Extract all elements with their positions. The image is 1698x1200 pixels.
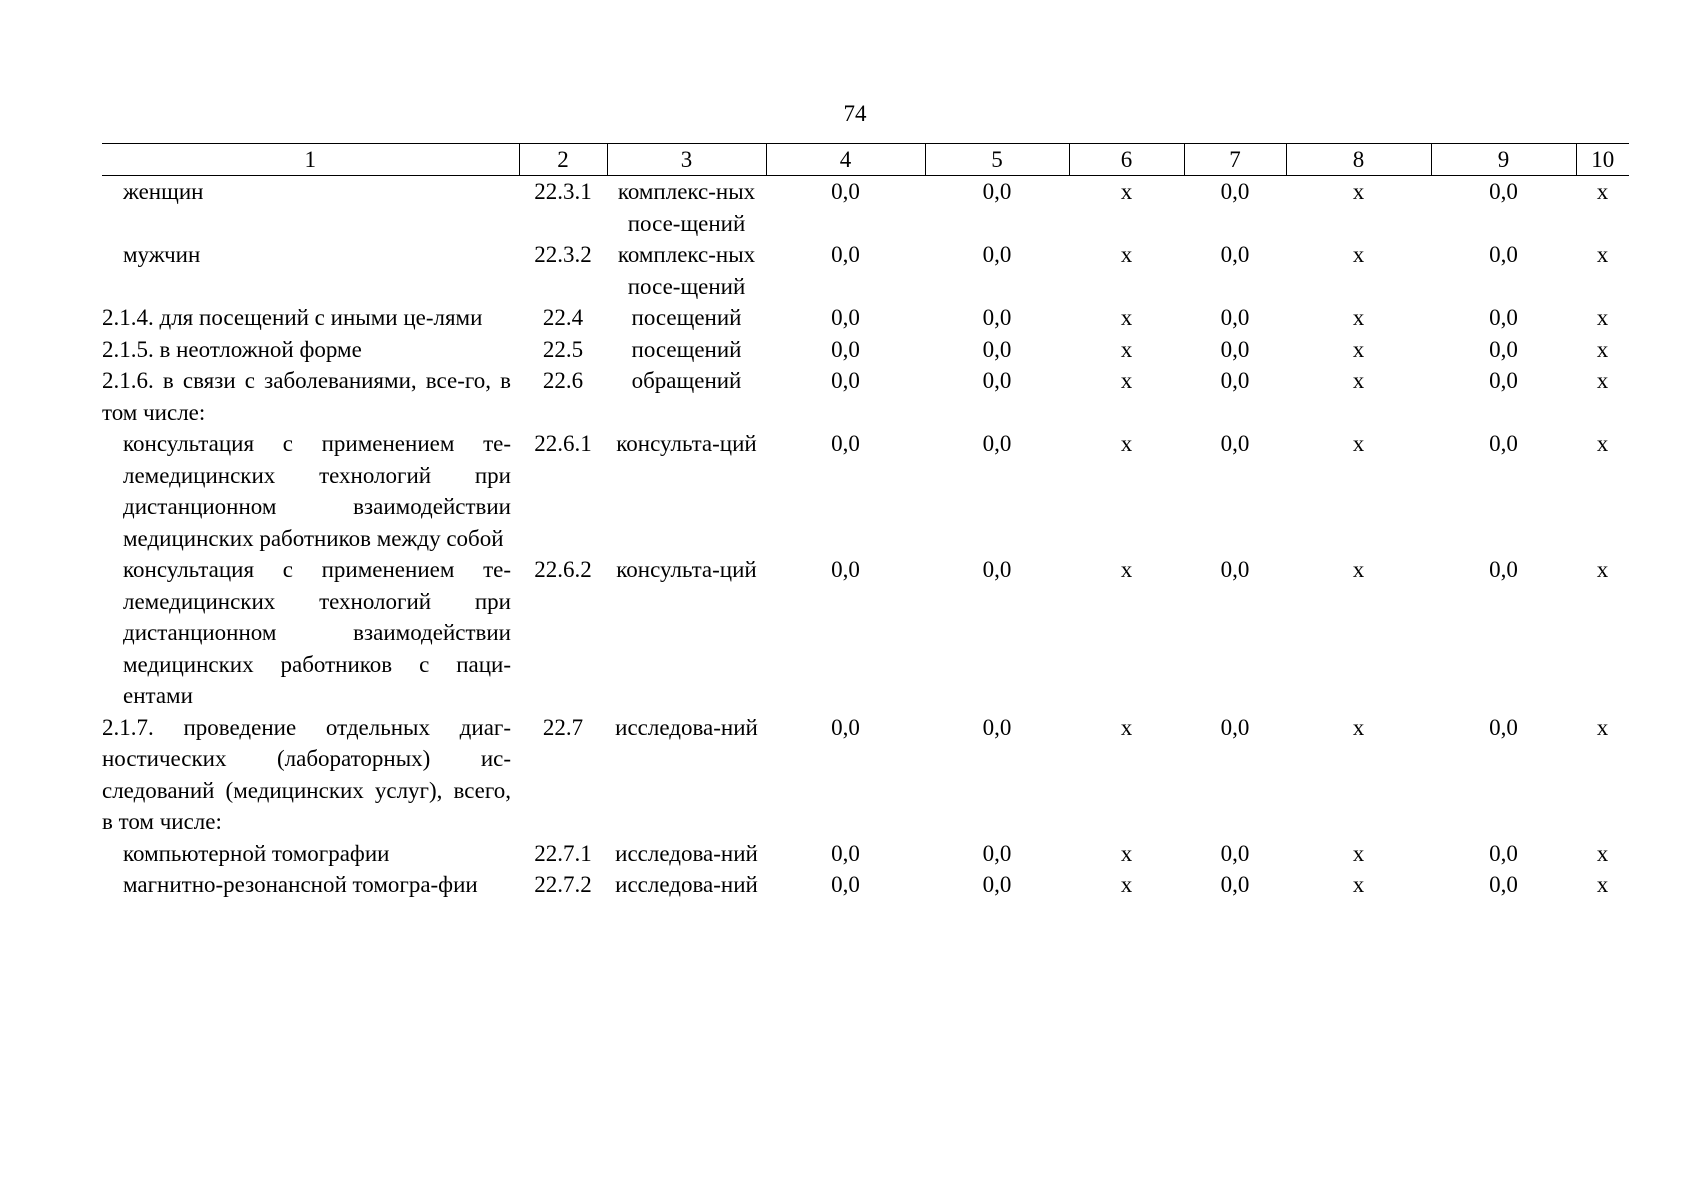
table-row bbox=[102, 428, 1629, 554]
row-col6-value: х bbox=[1120, 336, 1133, 362]
row-col5-value: 0,0 bbox=[982, 431, 1012, 456]
column-header-1: 1 bbox=[102, 144, 519, 176]
row-col10-value: х bbox=[1596, 431, 1609, 456]
row-col10-value: х bbox=[1596, 305, 1609, 330]
column-header-2: 2 bbox=[519, 144, 607, 176]
row-name: 2.1.7. проведение отдельных диаг-ностических (лабораторных) ис-следований (медицинских услуг), всего, в том числе: bbox=[102, 714, 511, 834]
row-col10-value: х bbox=[1596, 336, 1609, 362]
row-col4-value: 0,0 bbox=[831, 368, 860, 393]
row-col4-value: 0,0 bbox=[831, 714, 860, 740]
row-unit: комплекс-ных посе-щений bbox=[617, 242, 756, 299]
column-header-4: 4 bbox=[766, 144, 925, 176]
row-col6-value: х bbox=[1120, 840, 1133, 866]
row-col10-value: х bbox=[1596, 872, 1609, 897]
row-code: 22.4 bbox=[542, 305, 584, 330]
row-col7-value: 0,0 bbox=[1220, 336, 1250, 362]
row-col9-value: 0,0 bbox=[1489, 431, 1518, 456]
row-unit: исследова-ний bbox=[615, 872, 758, 897]
column-header-6: 6 bbox=[1069, 144, 1184, 176]
row-col7-value: 0,0 bbox=[1220, 872, 1250, 897]
row-code: 22.7.1 bbox=[534, 840, 592, 866]
row-col6-value: х bbox=[1120, 714, 1133, 740]
row-code: 22.6 bbox=[542, 368, 584, 393]
row-code: 22.7.2 bbox=[534, 872, 592, 897]
column-header-3: 3 bbox=[607, 144, 766, 176]
row-col10-value: х bbox=[1596, 242, 1609, 267]
row-name: компьютерной томографии bbox=[123, 840, 390, 866]
row-col5-value: 0,0 bbox=[982, 242, 1012, 267]
row-col8-value: х bbox=[1352, 557, 1365, 582]
row-col10-value: х bbox=[1596, 714, 1609, 740]
column-number-row bbox=[102, 144, 1629, 176]
row-col5-value: 0,0 bbox=[982, 305, 1012, 330]
table-row bbox=[102, 712, 1629, 838]
column-header-8: 8 bbox=[1286, 144, 1431, 176]
row-col5-value: 0,0 bbox=[982, 557, 1012, 582]
row-unit: комплекс-ных посе-щений bbox=[617, 179, 756, 236]
row-col5-value: 0,0 bbox=[982, 714, 1012, 740]
row-unit: консульта-ций bbox=[616, 557, 757, 582]
row-unit: посещений bbox=[631, 336, 742, 362]
row-name: консультация с применением те-лемедицинских технологий при дистанционном взаимодействии медицинских работников с паци-ентами bbox=[123, 557, 511, 708]
row-col4-value: 0,0 bbox=[831, 242, 860, 267]
row-code: 22.6.2 bbox=[534, 557, 592, 582]
data-table bbox=[102, 143, 1629, 901]
row-col6-value: х bbox=[1120, 557, 1133, 582]
table-row bbox=[102, 869, 1629, 901]
row-col7-value: 0,0 bbox=[1220, 557, 1250, 582]
row-unit: исследова-ний bbox=[615, 840, 758, 866]
row-col7-value: 0,0 bbox=[1220, 714, 1250, 740]
row-col4-value: 0,0 bbox=[831, 179, 860, 204]
row-col9-value: 0,0 bbox=[1489, 840, 1518, 866]
row-name: 2.1.5. в неотложной форме bbox=[102, 336, 362, 362]
row-code: 22.7 bbox=[542, 714, 584, 740]
row-col8-value: х bbox=[1352, 179, 1365, 204]
column-header-9: 9 bbox=[1431, 144, 1576, 176]
row-col7-value: 0,0 bbox=[1220, 840, 1250, 866]
row-col8-value: х bbox=[1352, 714, 1365, 740]
row-unit: консульта-ций bbox=[616, 431, 757, 456]
row-col7-value: 0,0 bbox=[1220, 305, 1250, 330]
row-col9-value: 0,0 bbox=[1489, 557, 1518, 582]
row-col7-value: 0,0 bbox=[1220, 368, 1250, 393]
row-col8-value: х bbox=[1352, 242, 1365, 267]
table-row bbox=[102, 838, 1629, 870]
column-header-10: 10 bbox=[1576, 144, 1629, 176]
row-name: 2.1.4. для посещений с иными це-лями bbox=[102, 305, 483, 330]
row-col6-value: х bbox=[1120, 872, 1133, 897]
row-name: магнитно-резонансной томогра-фии bbox=[123, 872, 478, 897]
row-col10-value: х bbox=[1596, 368, 1609, 393]
row-col6-value: х bbox=[1120, 242, 1133, 267]
row-col8-value: х bbox=[1352, 336, 1365, 362]
row-code: 22.3.2 bbox=[534, 242, 592, 267]
row-col6-value: х bbox=[1120, 305, 1133, 330]
row-col7-value: 0,0 bbox=[1220, 431, 1250, 456]
row-col7-value: 0,0 bbox=[1220, 242, 1250, 267]
column-header-5: 5 bbox=[925, 144, 1069, 176]
row-col4-value: 0,0 bbox=[831, 557, 860, 582]
row-col10-value: х bbox=[1596, 179, 1609, 204]
row-col10-value: х bbox=[1596, 840, 1609, 866]
row-col9-value: 0,0 bbox=[1489, 305, 1518, 330]
table-body bbox=[102, 176, 1629, 901]
row-col8-value: х bbox=[1352, 431, 1365, 456]
row-col8-value: х bbox=[1352, 368, 1365, 393]
table-row bbox=[102, 302, 1629, 334]
row-col9-value: 0,0 bbox=[1489, 714, 1518, 740]
column-header-7: 7 bbox=[1184, 144, 1286, 176]
row-col6-value: х bbox=[1120, 179, 1133, 204]
row-col9-value: 0,0 bbox=[1489, 872, 1518, 897]
row-col9-value: 0,0 bbox=[1489, 242, 1518, 267]
row-col7-value: 0,0 bbox=[1220, 179, 1250, 204]
row-unit: исследова-ний bbox=[615, 714, 758, 740]
row-col9-value: 0,0 bbox=[1489, 368, 1518, 393]
row-col6-value: х bbox=[1120, 368, 1133, 393]
row-col9-value: 0,0 bbox=[1489, 179, 1518, 204]
table-row bbox=[102, 239, 1629, 302]
row-col8-value: х bbox=[1352, 840, 1365, 866]
row-col4-value: 0,0 bbox=[831, 872, 860, 897]
row-name: женщин bbox=[123, 179, 204, 204]
row-name: консультация с применением те-лемедицинских технологий при дистанционном взаимодействии медицинских работников между собой bbox=[123, 431, 511, 551]
table-row bbox=[102, 554, 1629, 712]
row-col9-value: 0,0 bbox=[1489, 336, 1518, 362]
row-code: 22.6.1 bbox=[534, 431, 592, 456]
row-name: мужчин bbox=[123, 242, 201, 267]
row-code: 22.5 bbox=[542, 336, 584, 362]
table-row bbox=[102, 176, 1629, 240]
row-name: 2.1.6. в связи с заболеваниями, все-го, в том числе: bbox=[102, 368, 511, 425]
row-unit: обращений bbox=[631, 368, 742, 393]
row-col4-value: 0,0 bbox=[831, 431, 860, 456]
row-code: 22.3.1 bbox=[534, 179, 592, 204]
row-col8-value: х bbox=[1352, 872, 1365, 897]
table-row bbox=[102, 365, 1629, 428]
row-col5-value: 0,0 bbox=[982, 840, 1012, 866]
row-col5-value: 0,0 bbox=[982, 368, 1012, 393]
page-number: 74 bbox=[843, 101, 867, 126]
row-col5-value: 0,0 bbox=[982, 872, 1012, 897]
row-col4-value: 0,0 bbox=[831, 840, 860, 866]
row-col5-value: 0,0 bbox=[982, 336, 1012, 362]
row-unit: посещений bbox=[631, 305, 742, 330]
row-col5-value: 0,0 bbox=[982, 179, 1012, 204]
table-row bbox=[102, 334, 1629, 366]
row-col4-value: 0,0 bbox=[831, 336, 860, 362]
row-col4-value: 0,0 bbox=[831, 305, 860, 330]
row-col8-value: х bbox=[1352, 305, 1365, 330]
row-col10-value: х bbox=[1596, 557, 1609, 582]
row-col6-value: х bbox=[1120, 431, 1133, 456]
